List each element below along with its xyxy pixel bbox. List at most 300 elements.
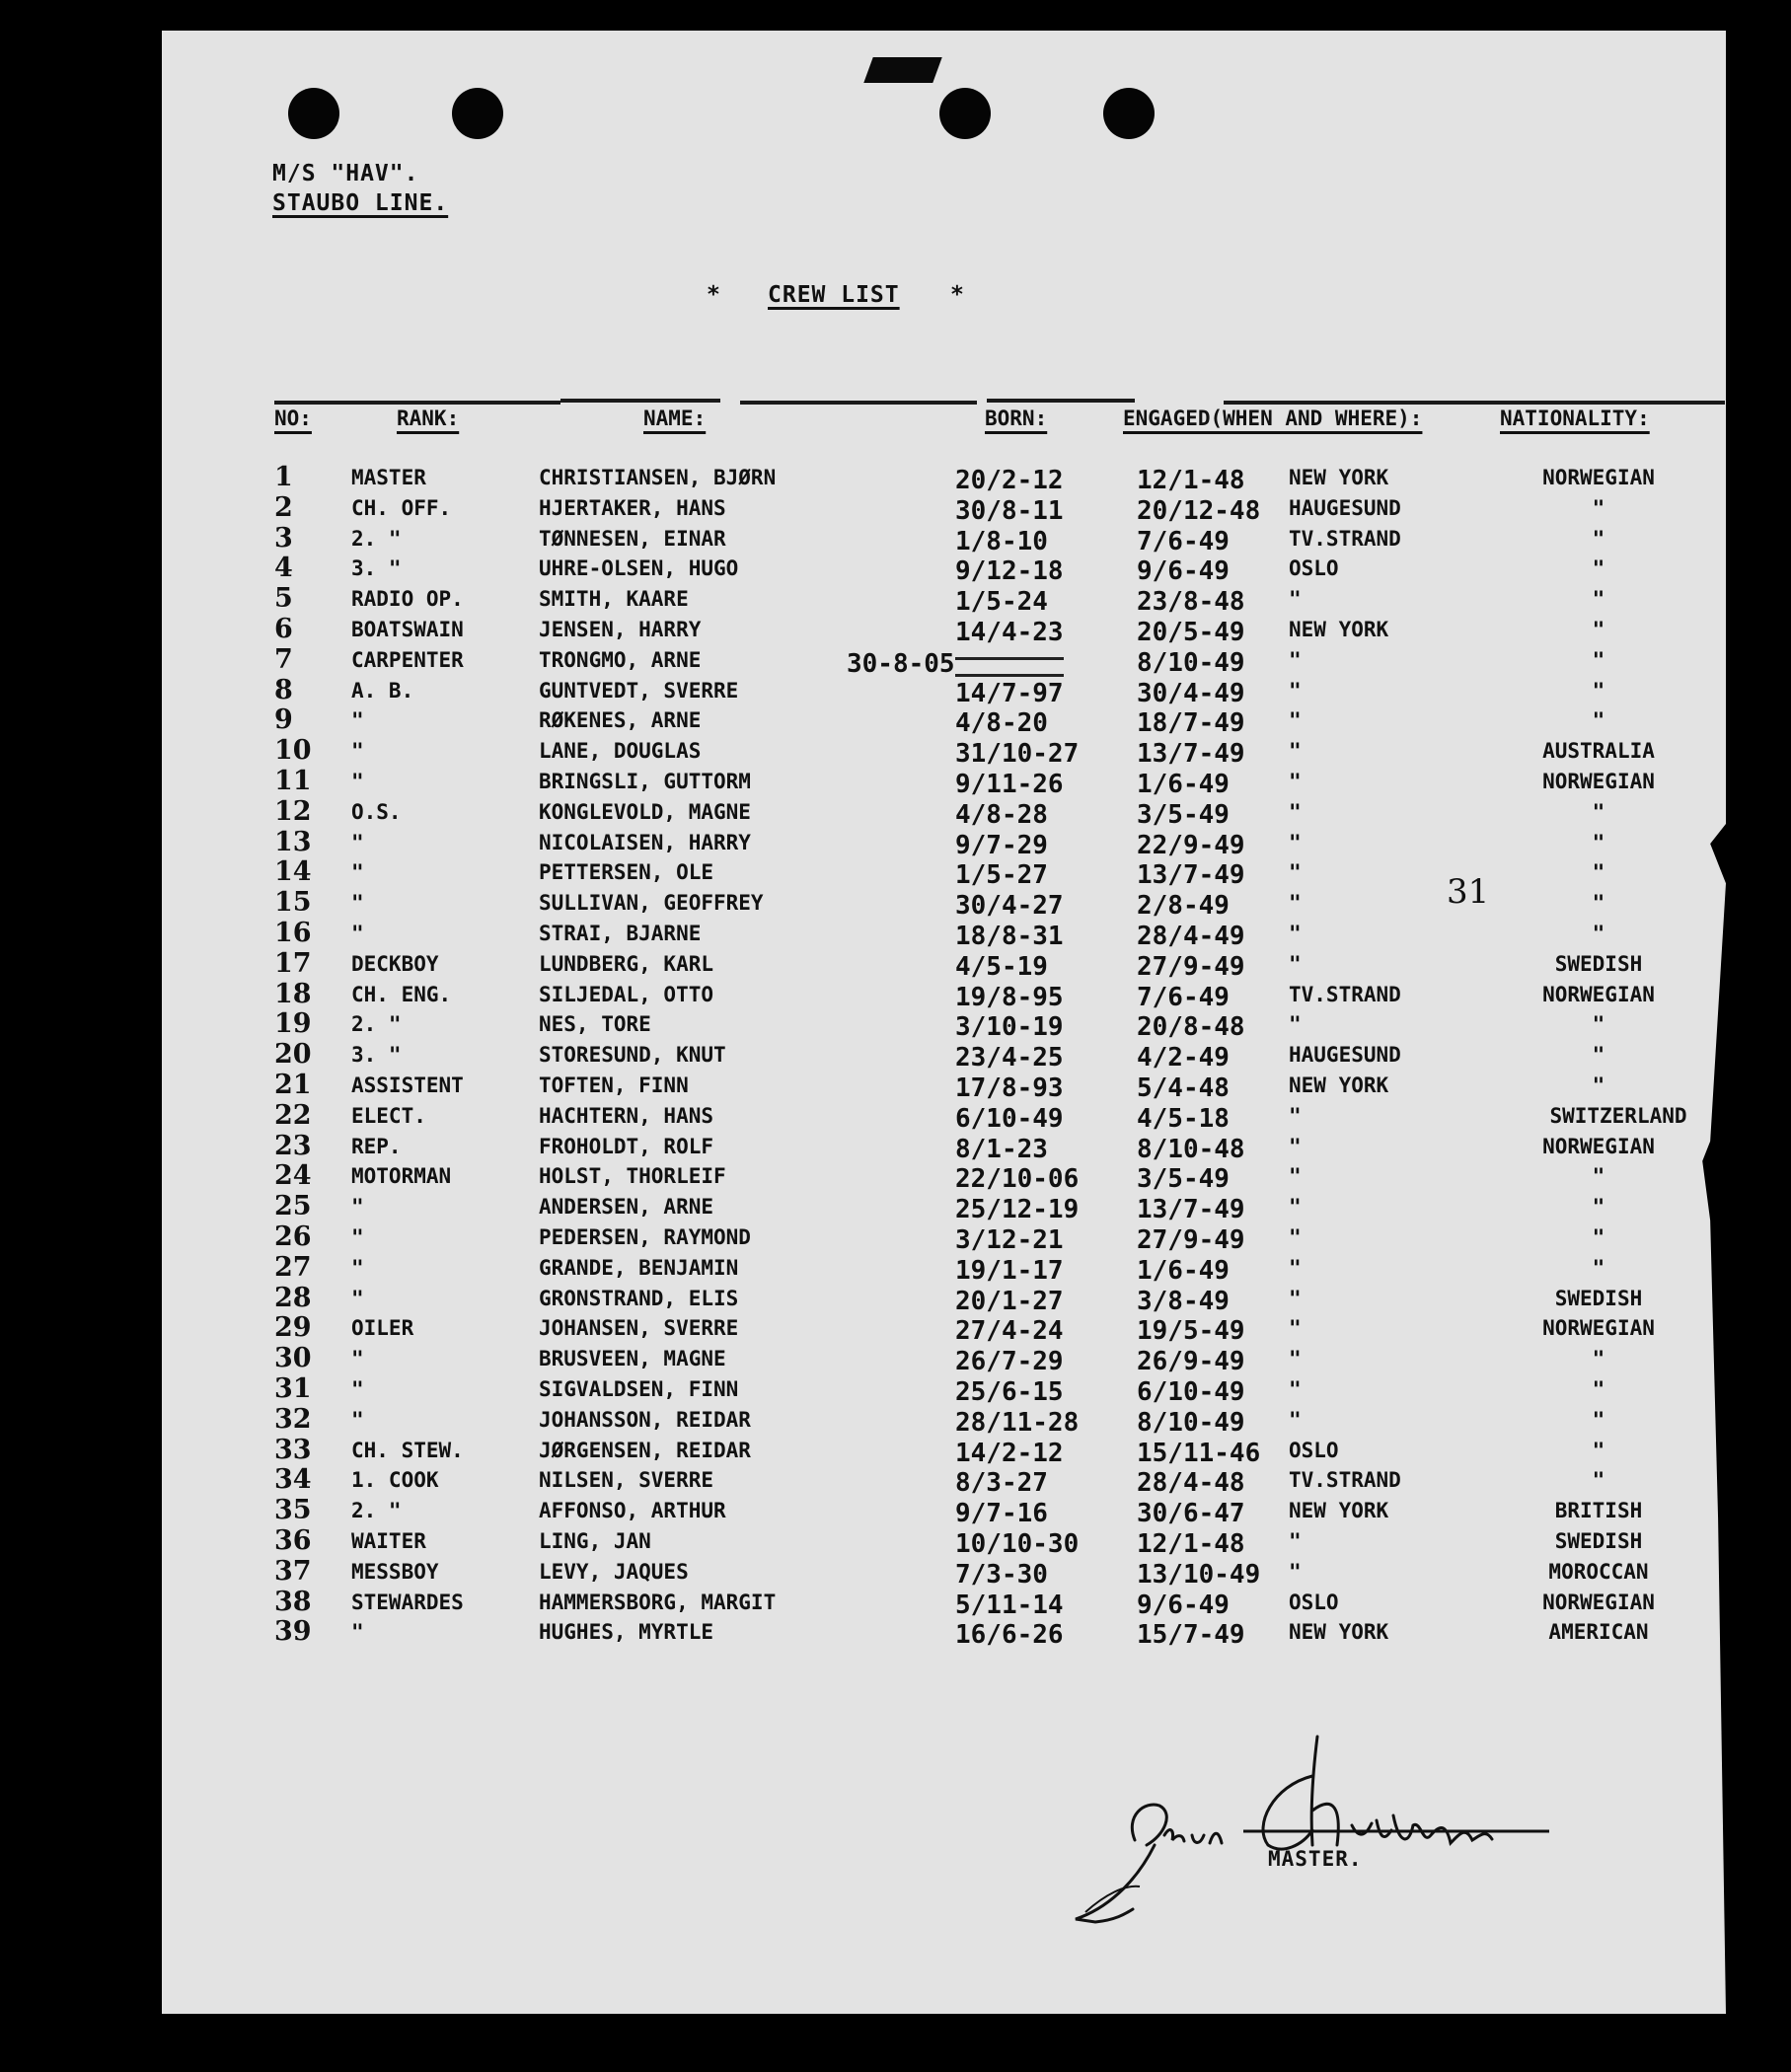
crew-engaged-date: 1/6-49 (1137, 1255, 1230, 1286)
crew-row (0, 1282, 1791, 1316)
crew-engaged-date: 15/7-49 (1137, 1620, 1245, 1651)
crew-engaged-date: 13/10-49 (1137, 1559, 1261, 1590)
crew-nationality: " (1592, 526, 1605, 551)
crew-engaged-date: 26/9-49 (1137, 1347, 1245, 1377)
crew-rank: 2. " (351, 1499, 402, 1523)
crew-engaged-date: 3/8-49 (1137, 1286, 1230, 1316)
crew-rank: MESSBOY (351, 1559, 439, 1584)
crew-rank: 3. " (351, 1043, 402, 1068)
crew-born: 9/11-26 (955, 770, 1064, 799)
crew-name: TOFTEN, FINN (539, 1073, 689, 1097)
crew-name: PEDERSEN, RAYMOND (539, 1225, 751, 1249)
crew-row (0, 1099, 1791, 1134)
struck-out-text (955, 657, 1064, 677)
crew-engaged-place: " (1289, 739, 1302, 764)
crew-name: LING, JAN (539, 1529, 651, 1553)
crew-nationality: " (1592, 556, 1605, 581)
crew-no: 30 (274, 1343, 312, 1374)
crew-born: 1/5-27 (955, 860, 1048, 891)
crew-engaged-date: 2/8-49 (1137, 891, 1230, 922)
crew-rank: 2. " (351, 526, 402, 551)
crew-engaged-date: 13/7-49 (1137, 739, 1245, 770)
crew-rank: " (351, 1377, 364, 1401)
crew-no: 5 (274, 583, 293, 615)
crew-nationality: " (1592, 1043, 1605, 1068)
crew-row (0, 704, 1791, 739)
crew-row (0, 1586, 1791, 1620)
crew-no: 31 (274, 1373, 312, 1404)
crew-engaged-date: 8/10-49 (1137, 647, 1245, 678)
crew-nationality: " (1592, 678, 1605, 703)
crew-rank: " (351, 770, 364, 793)
crew-name: LUNDBERG, KARL (539, 951, 714, 976)
crew-born: 23/4-25 (955, 1043, 1064, 1073)
crew-row (0, 1312, 1791, 1347)
col-header-rank: RANK: (397, 407, 460, 430)
crew-nationality: " (1592, 1438, 1605, 1462)
crew-row (0, 462, 1791, 495)
crew-nationality: " (1592, 618, 1605, 641)
crew-engaged-date: 30/6-47 (1137, 1499, 1245, 1529)
crew-engaged-place: HAUGESUND (1289, 1043, 1401, 1068)
crew-nationality: NORWEGIAN (1542, 1134, 1655, 1158)
crew-engaged-place: NEW YORK (1289, 1073, 1389, 1097)
punch-hole-4 (1103, 88, 1155, 139)
crew-no: 18 (274, 978, 312, 1009)
crew-engaged-place: OSLO (1289, 1438, 1339, 1462)
crew-born: 10/10-30 (955, 1529, 1080, 1559)
crew-engaged-place: " (1289, 1164, 1302, 1189)
crew-row (0, 1434, 1791, 1468)
crew-engaged-date: 8/10-49 (1137, 1407, 1245, 1438)
crew-row (0, 1343, 1791, 1377)
title-star-right: * (950, 282, 965, 308)
crew-no: 4 (274, 553, 293, 584)
punch-hole-3 (939, 88, 991, 139)
crew-engaged-place: " (1289, 1134, 1302, 1158)
crew-engaged-place: NEW YORK (1289, 1620, 1389, 1645)
crew-name: SIGVALDSEN, FINN (539, 1377, 739, 1401)
header-rule-5 (1224, 401, 1725, 405)
crew-name: TØNNESEN, EINAR (539, 526, 726, 551)
crew-no: 35 (274, 1495, 312, 1526)
crew-engaged-date: 15/11-46 (1137, 1438, 1261, 1468)
crew-engaged-place: HAUGESUND (1289, 495, 1401, 520)
crew-nationality: " (1592, 495, 1605, 520)
crew-engaged-place: " (1289, 770, 1302, 793)
crew-engaged-place: " (1289, 1377, 1302, 1401)
crew-rank: A. B. (351, 678, 414, 703)
crew-engaged-date: 19/5-49 (1137, 1316, 1245, 1347)
crew-born: 7/3-30 (955, 1559, 1048, 1590)
crew-no: 23 (274, 1130, 312, 1161)
crew-engaged-date: 7/6-49 (1137, 982, 1230, 1012)
crew-engaged-date: 3/5-49 (1137, 799, 1230, 830)
header-rule-4 (987, 399, 1135, 403)
crew-no: 27 (274, 1251, 312, 1283)
crew-engaged-place: TV.STRAND (1289, 526, 1401, 551)
crew-born: 8/3-27 (955, 1468, 1048, 1499)
signature-title: MASTER. (1268, 1847, 1363, 1871)
crew-no: 12 (274, 795, 312, 827)
crew-row (0, 1160, 1791, 1195)
crew-row (0, 614, 1791, 647)
crew-born: 6/10-49 (955, 1103, 1064, 1134)
crew-engaged-place: OSLO (1289, 556, 1339, 581)
crew-no: 9 (274, 704, 293, 736)
crew-name: JOHANSSON, REIDAR (539, 1407, 751, 1432)
crew-rank: " (351, 708, 364, 733)
crew-engaged-place: " (1289, 1103, 1302, 1128)
crew-row (0, 1070, 1791, 1103)
crew-nationality: " (1592, 1407, 1605, 1432)
crew-rank: 1. COOK (351, 1468, 439, 1493)
crew-no: 14 (274, 856, 312, 888)
crew-name: JØRGENSEN, REIDAR (539, 1438, 751, 1462)
crew-born: 1/5-24 (955, 587, 1048, 618)
crew-nationality: " (1592, 830, 1605, 854)
crew-no: 8 (274, 674, 293, 705)
crew-rank: " (351, 1255, 364, 1280)
crew-row (0, 978, 1791, 1012)
crew-engaged-place: " (1289, 1012, 1302, 1037)
crew-engaged-date: 4/5-18 (1137, 1103, 1230, 1134)
crew-engaged-place: " (1289, 799, 1302, 824)
crew-engaged-date: 9/6-49 (1137, 1590, 1230, 1620)
crew-nationality: " (1592, 708, 1605, 733)
header-rule-1 (274, 401, 560, 405)
crew-rank: " (351, 1347, 364, 1371)
crew-row (0, 887, 1791, 922)
crew-engaged-place: " (1289, 1559, 1302, 1584)
crew-no: 24 (274, 1160, 312, 1192)
crew-nationality: " (1592, 1012, 1605, 1037)
crew-nationality: AMERICAN (1548, 1620, 1649, 1645)
crew-nationality: NORWEGIAN (1542, 770, 1655, 793)
crew-born: 25/6-15 (955, 1377, 1064, 1407)
crew-born: 27/4-24 (955, 1316, 1064, 1347)
crew-nationality: " (1592, 1255, 1605, 1280)
crew-no: 22 (274, 1099, 312, 1131)
crew-row (0, 553, 1791, 587)
crew-no: 26 (274, 1221, 312, 1252)
punch-hole-2 (452, 88, 503, 139)
crew-rank: " (351, 1225, 364, 1249)
crew-no: 20 (274, 1039, 312, 1071)
crew-rank: OILER (351, 1316, 414, 1341)
crew-no: 29 (274, 1312, 312, 1344)
crew-nationality: SWEDISH (1554, 1529, 1643, 1553)
crew-row (0, 1525, 1791, 1559)
crew-name: GRANDE, BENJAMIN (539, 1255, 739, 1280)
crew-row (0, 1008, 1791, 1043)
title-star-left: * (707, 282, 721, 308)
master-signature (1016, 1697, 1569, 1934)
crew-nationality: " (1592, 1347, 1605, 1371)
crew-rank: DECKBOY (351, 951, 439, 976)
crew-no: 17 (274, 947, 312, 979)
crew-engaged-date: 27/9-49 (1137, 951, 1245, 982)
crew-engaged-date: 5/4-48 (1137, 1073, 1230, 1103)
crew-name: HAMMERSBORG, MARGIT (539, 1590, 777, 1614)
crew-born: 16/6-26 (955, 1620, 1064, 1651)
crew-rank: MASTER (351, 466, 426, 489)
crew-engaged-place: " (1289, 1316, 1302, 1341)
crew-born: 14/2-12 (955, 1438, 1064, 1468)
crew-row (0, 766, 1791, 799)
crew-nationality: SWEDISH (1554, 951, 1643, 976)
crew-row (0, 1251, 1791, 1286)
crew-name: BRINGSLI, GUTTORM (539, 770, 751, 793)
torn-edge-mark (863, 57, 941, 83)
crew-rank: MOTORMAN (351, 1164, 452, 1189)
header-rule-3 (740, 401, 977, 405)
crew-row (0, 1464, 1791, 1499)
crew-born: 8/1-23 (955, 1134, 1048, 1164)
crew-engaged-place: " (1289, 587, 1302, 612)
crew-engaged-date: 3/5-49 (1137, 1164, 1230, 1195)
crew-rank: 2. " (351, 1012, 402, 1037)
crew-rank: " (351, 860, 364, 885)
crew-no: 7 (274, 643, 293, 675)
crew-rank: CH. ENG. (351, 982, 452, 1006)
crew-rank: 3. " (351, 556, 402, 581)
crew-no: 3 (274, 522, 293, 554)
crew-born: 19/1-17 (955, 1255, 1064, 1286)
crew-nationality: " (1592, 1377, 1605, 1401)
crew-rank: " (351, 1407, 364, 1432)
crew-nationality: BRITISH (1554, 1499, 1643, 1523)
crew-born: 4/8-20 (955, 708, 1048, 739)
crew-nationality: SWEDISH (1554, 1286, 1643, 1310)
crew-nationality: " (1592, 860, 1605, 885)
crew-rank: ELECT. (351, 1103, 426, 1128)
crew-name: PETTERSEN, OLE (539, 860, 714, 885)
crew-name: LEVY, JAQUES (539, 1559, 689, 1584)
crew-row (0, 1555, 1791, 1590)
crew-no: 28 (274, 1282, 312, 1313)
crew-born: 9/7-16 (955, 1499, 1048, 1529)
crew-engaged-date: 6/10-49 (1137, 1377, 1245, 1407)
crew-engaged-date: 28/4-48 (1137, 1468, 1245, 1499)
crew-name: GUNTVEDT, SVERRE (539, 678, 739, 703)
header-rule-2 (560, 399, 720, 403)
crew-row (0, 1039, 1791, 1073)
crew-nationality: MOROCCAN (1548, 1559, 1649, 1584)
crew-no: 19 (274, 1008, 312, 1040)
crew-engaged-place: TV.STRAND (1289, 1468, 1401, 1493)
crew-engaged-place: " (1289, 1225, 1302, 1249)
crew-name: SMITH, KAARE (539, 587, 689, 612)
crew-engaged-place: " (1289, 1347, 1302, 1371)
crew-born: 3/12-21 (955, 1225, 1064, 1255)
crew-rank: WAITER (351, 1529, 426, 1553)
crew-engaged-place: " (1289, 1407, 1302, 1432)
crew-row (0, 826, 1791, 860)
crew-engaged-date: 20/5-49 (1137, 618, 1245, 647)
col-header-no: NO: (274, 407, 312, 430)
crew-engaged-place: " (1289, 830, 1302, 854)
crew-no: 25 (274, 1191, 312, 1222)
crew-rank: CARPENTER (351, 647, 464, 672)
crew-name: SULLIVAN, GEOFFREY (539, 891, 764, 916)
crew-row (0, 522, 1791, 556)
crew-born: 9/7-29 (955, 830, 1048, 860)
crew-rank: " (351, 1620, 364, 1645)
crew-engaged-place: " (1289, 1286, 1302, 1310)
crew-name: TRONGMO, ARNE (539, 647, 702, 672)
crew-row (0, 918, 1791, 951)
crew-no: 32 (274, 1403, 312, 1435)
crew-engaged-date: 7/6-49 (1137, 526, 1230, 556)
crew-nationality: " (1592, 1073, 1605, 1097)
crew-engaged-date: 4/2-49 (1137, 1043, 1230, 1073)
crew-name: NICOLAISEN, HARRY (539, 830, 751, 854)
crew-rank: " (351, 1286, 364, 1310)
crew-engaged-date: 20/8-48 (1137, 1012, 1245, 1043)
crew-name: HOLST, THORLEIF (539, 1164, 726, 1189)
crew-row (0, 674, 1791, 708)
crew-name: LANE, DOUGLAS (539, 739, 702, 764)
crew-nationality: " (1592, 587, 1605, 612)
crew-nationality: NORWEGIAN (1542, 982, 1655, 1006)
col-header-engaged: ENGAGED(WHEN AND WHERE): (1123, 407, 1423, 430)
crew-nationality: NORWEGIAN (1542, 1590, 1655, 1614)
crew-born: 30/4-27 (955, 891, 1064, 922)
crew-row (0, 795, 1791, 830)
crew-engaged-date: 20/12-48 (1137, 495, 1261, 526)
crew-engaged-date: 27/9-49 (1137, 1225, 1245, 1255)
crew-name: STORESUND, KNUT (539, 1043, 726, 1068)
crew-engaged-place: " (1289, 951, 1302, 976)
crew-name: JENSEN, HARRY (539, 618, 702, 641)
crew-born: 14/7-97 (955, 678, 1064, 708)
crew-rank: CH. STEW. (351, 1438, 464, 1462)
crew-nationality: SWITZERLAND (1549, 1103, 1687, 1128)
crew-born: 31/10-27 (955, 739, 1080, 770)
crew-engaged-place: OSLO (1289, 1590, 1339, 1614)
crew-nationality: NORWEGIAN (1542, 1316, 1655, 1341)
crew-rank: " (351, 830, 364, 854)
crew-engaged-place: TV.STRAND (1289, 982, 1401, 1006)
crew-rank: " (351, 891, 364, 916)
crew-born: 20/1-27 (955, 1286, 1064, 1316)
crew-row (0, 1616, 1791, 1651)
crew-engaged-place: " (1289, 922, 1302, 945)
crew-engaged-place: " (1289, 678, 1302, 703)
crew-engaged-place: " (1289, 647, 1302, 672)
crew-name: CHRISTIANSEN, BJØRN (539, 466, 777, 489)
crew-nationality: " (1592, 1195, 1605, 1220)
crew-nationality: " (1592, 647, 1605, 672)
crew-name: NES, TORE (539, 1012, 651, 1037)
crew-name: FROHOLDT, ROLF (539, 1134, 714, 1158)
born-correction-note: 30-8-05 (847, 649, 955, 679)
crew-row (0, 1130, 1791, 1164)
crew-name: ANDERSEN, ARNE (539, 1195, 714, 1220)
crew-name: RØKENES, ARNE (539, 708, 702, 733)
crew-name: HJERTAKER, HANS (539, 495, 726, 520)
crew-name: STRAI, BJARNE (539, 922, 702, 945)
crew-name: GRONSTRAND, ELIS (539, 1286, 739, 1310)
crew-rank: O.S. (351, 799, 402, 824)
crew-name: BRUSVEEN, MAGNE (539, 1347, 726, 1371)
crew-engaged-date: 28/4-49 (1137, 922, 1245, 951)
crew-engaged-date: 1/6-49 (1137, 770, 1230, 799)
crew-no: 16 (274, 918, 312, 948)
crew-row (0, 1495, 1791, 1529)
crew-born: 3/10-19 (955, 1012, 1064, 1043)
crew-name: UHRE-OLSEN, HUGO (539, 556, 739, 581)
crew-born: 18/8-31 (955, 922, 1064, 951)
crew-row (0, 491, 1791, 526)
crew-no: 1 (274, 462, 293, 492)
crew-name: JOHANSEN, SVERRE (539, 1316, 739, 1341)
crew-row (0, 1403, 1791, 1438)
crew-row (0, 856, 1791, 891)
crew-nationality: " (1592, 922, 1605, 945)
col-header-nationality: NATIONALITY: (1500, 407, 1650, 430)
crew-no: 37 (274, 1555, 312, 1587)
crew-rank: " (351, 739, 364, 764)
crew-nationality: NORWEGIAN (1542, 466, 1655, 489)
crew-rank: " (351, 1195, 364, 1220)
crew-name: HACHTERN, HANS (539, 1103, 714, 1128)
crew-born: 1/8-10 (955, 526, 1048, 556)
crew-engaged-place: NEW YORK (1289, 618, 1389, 641)
crew-engaged-date: 8/10-48 (1137, 1134, 1245, 1164)
crew-no: 2 (274, 491, 293, 523)
crew-born: 4/5-19 (955, 951, 1048, 982)
crew-engaged-place: " (1289, 1529, 1302, 1553)
crew-rank: REP. (351, 1134, 402, 1158)
crew-born: 19/8-95 (955, 982, 1064, 1012)
crew-row (0, 1373, 1791, 1407)
crew-name: AFFONSO, ARTHUR (539, 1499, 726, 1523)
crew-born: 14/4-23 (955, 618, 1064, 647)
crew-no: 10 (274, 735, 312, 767)
crew-no: 39 (274, 1616, 312, 1648)
crew-no: 6 (274, 614, 293, 644)
crew-born: 20/2-12 (955, 466, 1064, 495)
crew-born: 17/8-93 (955, 1073, 1064, 1103)
crew-engaged-date: 30/4-49 (1137, 678, 1245, 708)
crew-no: 11 (274, 766, 312, 796)
crew-born: 5/11-14 (955, 1590, 1064, 1620)
punch-hole-1 (288, 88, 339, 139)
crew-row (0, 947, 1791, 982)
crew-no: 15 (274, 887, 312, 919)
crew-name: HUGHES, MYRTLE (539, 1620, 714, 1645)
crew-engaged-place: " (1289, 860, 1302, 885)
crew-born: 4/8-28 (955, 799, 1048, 830)
crew-no: 21 (274, 1070, 312, 1100)
col-header-name: NAME: (643, 407, 707, 430)
crew-engaged-place: NEW YORK (1289, 1499, 1389, 1523)
crew-engaged-date: 18/7-49 (1137, 708, 1245, 739)
crew-no: 36 (274, 1525, 312, 1556)
crew-nationality: " (1592, 1164, 1605, 1189)
crew-no: 33 (274, 1434, 312, 1465)
crew-nationality: " (1592, 799, 1605, 824)
shipping-line: STAUBO LINE. (272, 190, 449, 216)
crew-no: 13 (274, 826, 312, 857)
crew-row (0, 1191, 1791, 1225)
crew-nationality: " (1592, 1225, 1605, 1249)
crew-rank: STEWARDES (351, 1590, 464, 1614)
crew-nationality: " (1592, 1468, 1605, 1493)
crew-rank: BOATSWAIN (351, 618, 464, 641)
